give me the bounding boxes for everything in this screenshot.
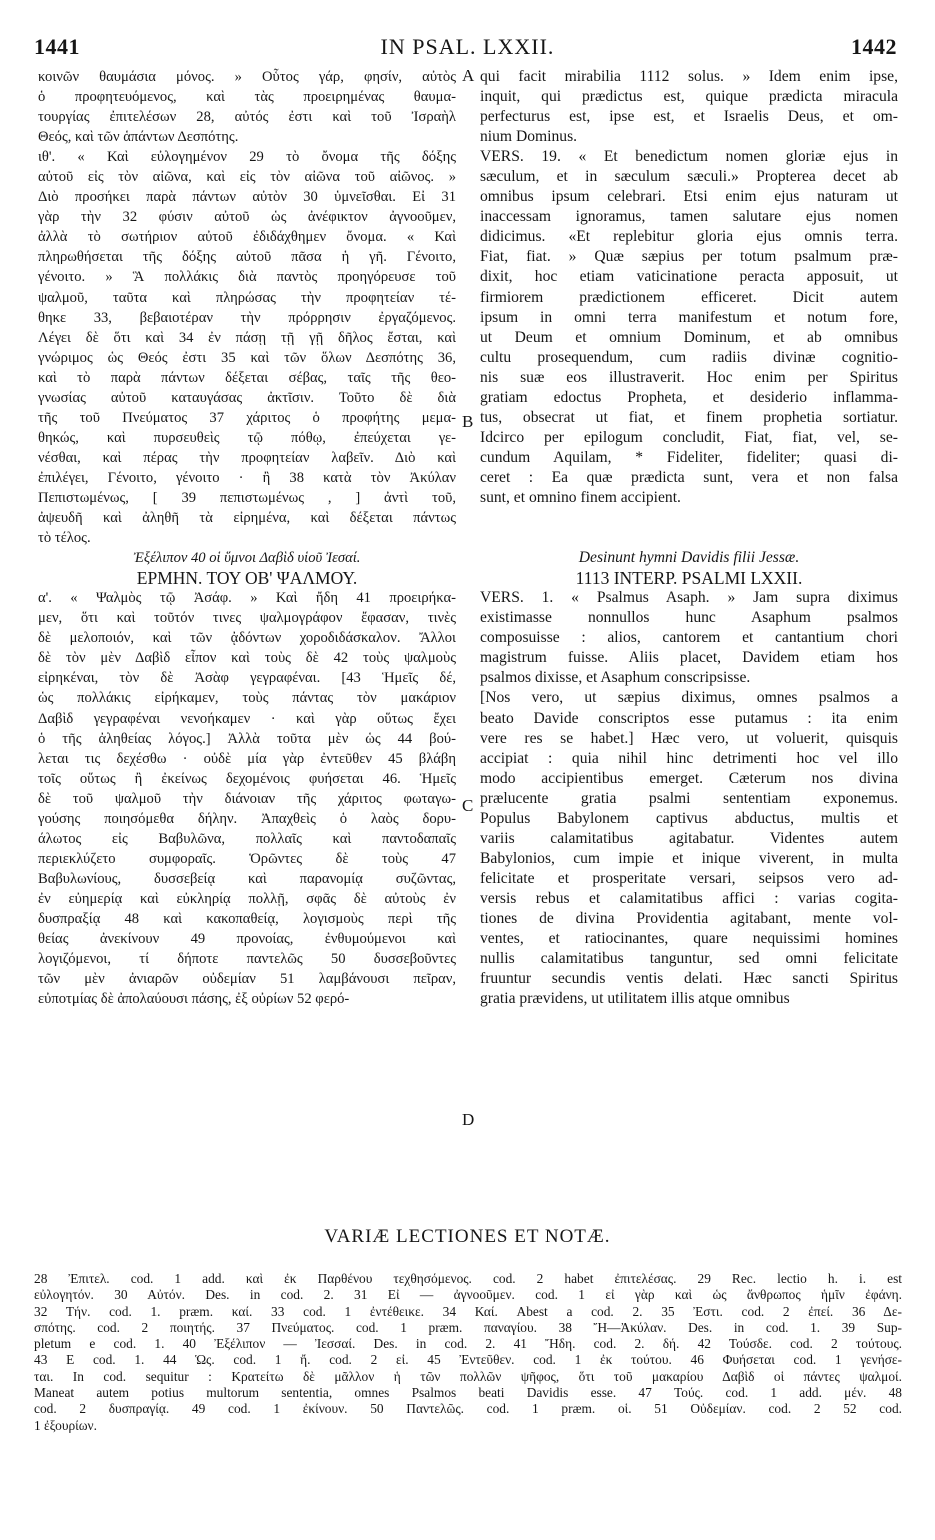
- greek-text-line: ἐπιλέγει, Γένοιτο, γένοιτο · ἢ 38 κατὰ τὸν Ἀκύλαν: [38, 469, 456, 486]
- right-page-number: 1442: [851, 34, 897, 59]
- greek-text-line: Διὸ προσήκει παρὰ πάντων αὐτὸν 30 ὑμνεῖσθαι. Εἰ 31: [38, 189, 456, 206]
- note-line: 43 E cod. 1. 44 Ὡς. cod. 1 ἤ. cod. 2 εἰ. 45 Ἐντεῦθεν. cod. 1 ἐκ τούτου. 46 Φυήσεται cod. 1 γενήσε-: [34, 1352, 902, 1368]
- latin-text-line: gratia prævidens, ut utilitatem illis atque omnibus: [480, 990, 790, 1008]
- greek-text-line: ὁ προφητευόμενος, καὶ τὰς προειρημένας θαυμα-: [38, 89, 456, 106]
- notes-lines: [34, 1271, 902, 1434]
- greek-text-line: θείας ἀνεκίνουν 49 προνοίας, ἐνθυμούμενοι καὶ: [38, 931, 456, 948]
- latin-text-line: composuisse : alios, cantorem et cantantium chori: [480, 629, 898, 647]
- latin-text-line: prælucente gratia psalmi sententiam exponemus.: [480, 789, 898, 807]
- greek-text-line: άλωτος εἰς Βαβυλῶνα, πολλαῖς καὶ παντοδαπαῖς: [38, 830, 456, 847]
- note-line: pletum e cod. 1. 40 Ἐξέλιπον — Ἰεσσαί. Des. in cod. 2. 41 Ἤδη. cod. 2. δή. 42 Τούσδε. cod. 2 τούτους.: [34, 1336, 902, 1352]
- latin-text-line: Fiat, fiat. » Quæ sæpius per totum psalmum præ-: [480, 248, 898, 266]
- greek-text-line: ἐν εὐημερίᾳ καὶ εὐκληρίᾳ πολλῇ, σφᾶς δὲ αὐτοὺς ἐν: [38, 890, 456, 907]
- greek-text-line: ὁ τῆς ἀληθείας λόγος.] Ἀλλὰ τοῦτα μὲν ὡς 44 βού-: [38, 730, 456, 747]
- greek-text-line: καὶ τὸ παρὰ πάντων δέξεται σέβας, ταῖς τῆς θεο-: [38, 369, 456, 386]
- latin-text-line: nullis calamitatibus tanguntur, sed omni felicitate: [480, 950, 898, 968]
- greek-text-line: γνωσίας αὐτοῦ καταυγάσας ἀκτῖσιν. Τοῦτο δὲ διὰ: [38, 389, 456, 406]
- greek-text-line: ΕΡΜΗΝ. ΤΟΥ ΟΒ' ΨΑΛΜΟΥ.: [136, 568, 358, 589]
- greek-text-line: Βαβυλωνίους, δυσσεβείᾳ καὶ παρανομίᾳ συζῶντας,: [38, 870, 456, 887]
- latin-text-line: [Nos vero, ut sæpius diximus, omnes psalmos a: [480, 689, 898, 707]
- latin-column: [480, 67, 898, 1009]
- latin-text-line: ventes, et ratiocinantes, quare nequissimi homines: [480, 930, 898, 948]
- greek-text-line: Πεπιστωμένως, [ 39 πεπιστωμένως , ] ἀντὶ τοῦ,: [38, 489, 456, 506]
- latin-text-line: beato Davide conscriptos esse putamus : ita enim: [480, 709, 898, 727]
- latin-text-line: accipiat : quia nihil hinc detrimenti hoc vel illo: [480, 749, 898, 767]
- latin-text-line: perfecturus est, ipse est, et Israelis Deus, et om-: [480, 108, 898, 126]
- note-line: 28 Ἐπιτελ. cod. 1 add. καὶ ἐκ Παρθένου τεχθησόμενος. cod. 2 habet ἐπιτελέσας. 29 Rec. lectio h. i. est: [34, 1271, 902, 1286]
- margin-letter-c: C: [462, 796, 474, 815]
- greek-text-line: δὲ τοῦ ψαλμοῦ τὴν διάνοιαν τῆς χάριτος φωταγω-: [38, 790, 456, 807]
- greek-text-line: δυσπραξίᾳ 48 καὶ κακοπαθείᾳ, λογισμοὺς περὶ τῆς: [38, 910, 456, 927]
- greek-text-line: τοῖς οὕτως ἢ ἐκείνως δεχομένοις φυήσεται 46. Ἡμεῖς: [38, 770, 456, 787]
- note-line: cod. 2 δυσπραγίᾳ. 49 cod. 1 ἐκίνουν. 50 Παντελῶς. cod. 1 præm. οἱ. 51 Οὐδεμίαν. cod. 2 52 cod.: [34, 1401, 902, 1417]
- latin-text-line: nium Dominus.: [480, 128, 578, 146]
- latin-text-line: magistrum fuisse. Aliis placet, Davidem etiam hos: [480, 649, 898, 667]
- latin-text-line: inaccessam ignoramus, tamen salutare ejus nomen: [480, 208, 898, 226]
- latin-text-line: VERS. 1. « Psalmus Asaph. » Jam supra diximus: [480, 589, 898, 607]
- latin-text-line: existimasse nonnullos hunc Asaphum psalmos: [480, 609, 898, 627]
- latin-text-line: sæculum, et in sæculum sæculi.» Propterea decet ab: [480, 168, 898, 186]
- note-line: 32 Τήν. cod. 1. præm. καί. 33 cod. 1 ἐντέθεικε. 34 Καί. Abest a cod. 2. 35 Ἐστι. cod. 2 ἐπεί. 36 Δε-: [34, 1303, 902, 1319]
- greek-text-line: γένοιτο. » Ἃ πολλάκις διὰ παντὸς προηγόρευσε τοῦ: [38, 269, 456, 286]
- greek-text-line: εἰρηκέναι, τὸν δὲ Ἀσὰφ γεγραφέναι. [43 Ἡμεῖς δέ,: [38, 670, 456, 687]
- margin-letter-a: A: [462, 66, 475, 85]
- greek-text-line: δὲ τὸν μὲν Δαβὶδ εἶπον καὶ τοὺς δὲ 42 τοὺς ψαλμοὺς: [38, 650, 456, 667]
- greek-text-line: Θεός, καὶ τῶν ἁπάντων Δεσπότης.: [38, 129, 239, 146]
- variant-readings-notes: [34, 1271, 902, 1434]
- note-line: ται. In cod. sequitur : Κρατείτω δὲ μᾶλλον ἡ τῶν πολλῶν ψῆφος, ὅτι τοῦ μακαρίου Δαβὶδ οἱ πάντες ψαλμοί.: [34, 1368, 902, 1384]
- margin-letter-b: B: [462, 412, 474, 431]
- greek-text-line: αὐτοῦ εἰς τὸν αἰῶνα, καὶ εἰς τὸν αἰῶνα τοῦ αἰῶνος. »: [38, 169, 456, 186]
- latin-text-line: [480, 528, 898, 548]
- greek-text-line: κοινῶν θαυμάσια μόνος. » Οὗτος γάρ, φησίν, αὐτὸς: [38, 69, 456, 85]
- greek-text-line: γνώριμος ὡς Θεός ἐστι 35 καὶ τῶν ὅλων Δεσπότης 36,: [38, 349, 456, 366]
- greek-text-line: λεται τις δεχέσθω · οὐδὲ μία γὰρ ἐντεῦθεν 45 βλάβη: [38, 750, 456, 767]
- greek-text-line: θηκώς, καὶ πυρσευθεὶς τῷ πόθῳ, ἐπεύχεται γε-: [38, 429, 456, 446]
- note-line: Maneat autem potius multorum sententia, omnes Psalmos beati Davidis esse. 47 Τούς. cod. 1 add. μέν. 48: [34, 1385, 902, 1401]
- greek-text-line: δὲ μελοποιόν, καὶ τῶν ᾀδόντων χοροδιδάσκαλον. Ἄλλοι: [38, 630, 456, 647]
- notes-heading: VARIÆ LECTIONES ET NOTÆ.: [324, 1226, 611, 1247]
- greek-text-line: τῶν μὲν ἀνιαρῶν οὐδεμίαν 51 λαμβάνουσι πεῖραν,: [38, 971, 456, 988]
- greek-text-line: Ἐξέλιπον 40 οἱ ὕμνοι Δαβὶδ υἱοῦ Ἰεσαί.: [133, 550, 361, 567]
- greek-text-line: μεν, ὅτι καὶ τοῦτόν τινες ψαλμογράφον ἔφασαν, τινὲς: [38, 610, 456, 627]
- latin-text-line: sunt, et omnino finem accipient.: [480, 488, 681, 506]
- greek-text-line: Δαβὶδ γεγραφέναι νενοήκαμεν · καὶ γὰρ οὕτως ἔχει: [38, 710, 456, 727]
- latin-text-line: Desinunt hymni Davidis filii Jessæ.: [578, 549, 800, 567]
- latin-text-line: felicitate et prosperitate versari, seipsos vero ad-: [480, 869, 898, 887]
- latin-text-line: VERS. 19. « Et benedictum nomen gloriæ ejus in: [480, 148, 898, 166]
- running-head: IN PSAL. LXXII.: [380, 34, 555, 59]
- latin-text-line: nis suæ eos illustraverit. Hoc enim per Spiritus: [480, 368, 898, 386]
- greek-text-line: τουργίας ἐπιτελέσων 28, αὐτός ἐστι καὶ τοῦ Ἰσραὴλ: [38, 109, 456, 126]
- latin-text-line: psalmos dixisse, et Asaphum conscripsisse.: [480, 669, 751, 687]
- latin-text-line: tiones de divina Providentia agitabant, mente vol-: [480, 909, 898, 927]
- latin-text-line: Idcirco per epilogum concludit, Fiat, fiat, vel, se-: [480, 428, 898, 446]
- greek-text-line: ἀλλὰ τὸ σωτήριον αὐτοῦ ἐδιδάχθημεν ὄνομα. « Καὶ: [38, 229, 456, 246]
- greek-text-line: περιεκλύζετο συμφοραῖς. Ὁρῶντες δὲ τοὺς 47: [38, 850, 456, 867]
- latin-text-line: omnibus ipsum celebrari. Etsi enim ejus naturam ut: [480, 188, 898, 206]
- latin-text-line: versis rebus et calamitatibus affici : varias cogita-: [480, 889, 898, 907]
- latin-text-line: cundum Aquilam, * Fideliter, fideliter; quasi di-: [480, 448, 898, 466]
- greek-text-line: ιθ'. « Καὶ εὐλογημένον 29 τὸ ὄνομα τῆς δόξης: [38, 149, 456, 166]
- note-line: εὐλογητόν. 30 Αὐτόν. Des. in cod. 2. 31 Εἰ — ἀγνοοῦμεν. cod. 1 εἰ γὰρ καὶ ὡς ἄνθρωπος ἡμῖν ἐφάνη.: [34, 1287, 902, 1303]
- note-line: 1 ἐξουρίων.: [34, 1417, 97, 1433]
- greek-text-line: τῆς τοῦ Πνεύματος 37 χάριτος ὁ προφήτης μεμα-: [38, 409, 456, 426]
- greek-text-line: ἀψευδῆ καὶ ἀληθῆ τὰ εἰρημένα, καὶ δέξεται πάντως: [38, 510, 456, 527]
- latin-text-line: inquit, qui prædictus est, quique prædicta miracula: [480, 88, 898, 106]
- greek-column: [38, 67, 456, 1009]
- greek-text-line: γὰρ τὴν 32 φύσιν αὐτοῦ ὡς ἀνέφικτον ἀγνοοῦμεν,: [38, 209, 456, 226]
- latin-text-line: ut Deum et omnium Dominum, et ab omnibus: [480, 328, 898, 346]
- latin-text-line: Babylonios, cum impie et inique viverent, in multa: [480, 849, 898, 867]
- latin-text-line: fruuntur secundis ventis delati. Hæc sancti Spiritus: [480, 970, 898, 988]
- latin-text-line: modo accipientibus emerget. Cæterum nos divina: [480, 769, 898, 787]
- latin-text-line: dixit, hoc etiam vaticinatione peracta apposuit, ut: [480, 268, 898, 286]
- greek-text-line: α'. « Ψαλμὸς τῷ Ἀσάφ. » Καὶ ἤδη 41 προειρήκα-: [38, 590, 456, 607]
- latin-text-line: firmiorem prædictionem efficeret. Dicit autem: [480, 288, 898, 306]
- greek-text-line: λογιζόμενοι, τί δήποτε παντελῶς 50 δυσσεβοῦντες: [38, 951, 456, 968]
- latin-text-line: vere res se habet.] Hæc vero, ut voluerit, quisquis: [480, 729, 898, 747]
- latin-text-line: [480, 508, 898, 528]
- latin-text-line: cultu prosequendum, cum radiis divinæ cognitio-: [480, 348, 898, 366]
- greek-text-line: εὐποτμίας δὲ ἀπολαύουσι πάσης, ἐξ οὐρίων 52 φερό-: [38, 991, 350, 1008]
- greek-text-line: γούσης ποιησόμεθα δήλην. Ἀπαχθεὶς ὁ λαὸς δορυ-: [38, 810, 456, 827]
- latin-text-line: Populus Babylonem captivus abductus, multis et: [480, 809, 898, 827]
- latin-text-line: didicimus. «Et replebitur gloria ejus omnis terra.: [480, 228, 898, 246]
- latin-text-line: gratiam edoctus Propheta, et desiderio inflamma-: [480, 388, 898, 406]
- margin-letter-d: D: [462, 1110, 475, 1129]
- latin-text-lines: [480, 67, 898, 1009]
- greek-text-lines: [38, 67, 456, 1009]
- greek-text-line: τὸ τέλος.: [38, 530, 91, 547]
- greek-text-line: θηκε 33, βεβαιοτέραν τὴν πρόρρησιν ἐργαζόμενος.: [38, 309, 456, 326]
- latin-text-line: ipsum in omni terra manifestum et notum fore,: [480, 308, 898, 326]
- latin-text-line: variis calamitatibus agitabatur. Videntes autem: [480, 829, 898, 847]
- greek-text-line: νέσθαι, καὶ πέρας τὴν προφητείαν λαβεῖν. Διὸ καὶ: [38, 449, 456, 466]
- latin-text-line: ceret : Ea quæ prædicta sunt, vera et non falsa: [480, 468, 898, 486]
- greek-text-line: ψαλμοῦ, ταῦτα καὶ πληρώσας τὴν προφητείαν τέ-: [38, 289, 456, 306]
- greek-text-line: πληρωθήσεται τῆς δόξης αὐτοῦ πᾶσα ἡ γῆ. Γένοιτο,: [38, 249, 456, 266]
- greek-text-line: Λέγει δὲ ὅτι καὶ 34 ἐν πάσῃ τῇ γῇ δῆλος ἔσται, καὶ: [38, 329, 456, 346]
- latin-text-line: tus, obsecrat ut fiat, et finem prophetia sortiatur.: [480, 408, 898, 426]
- note-line: σπότης. cod. 2 ποιητής. 37 Πνεύματος. cod. 1 præm. παναγίου. 38 Ἤ—Ἀκύλαν. Des. in cod. 1. 39 Sup-: [34, 1319, 902, 1335]
- latin-text-line: 1113 INTERP. PSALMI LXXII.: [575, 568, 803, 589]
- left-page-number: 1441: [34, 34, 80, 59]
- greek-text-line: ὡς πολλάκις εἰρήκαμεν, τοὺς πάντας τὸν μακάριον: [38, 690, 456, 707]
- latin-text-line: qui facit mirabilia 1112 solus. » Idem enim ipse,: [480, 68, 898, 85]
